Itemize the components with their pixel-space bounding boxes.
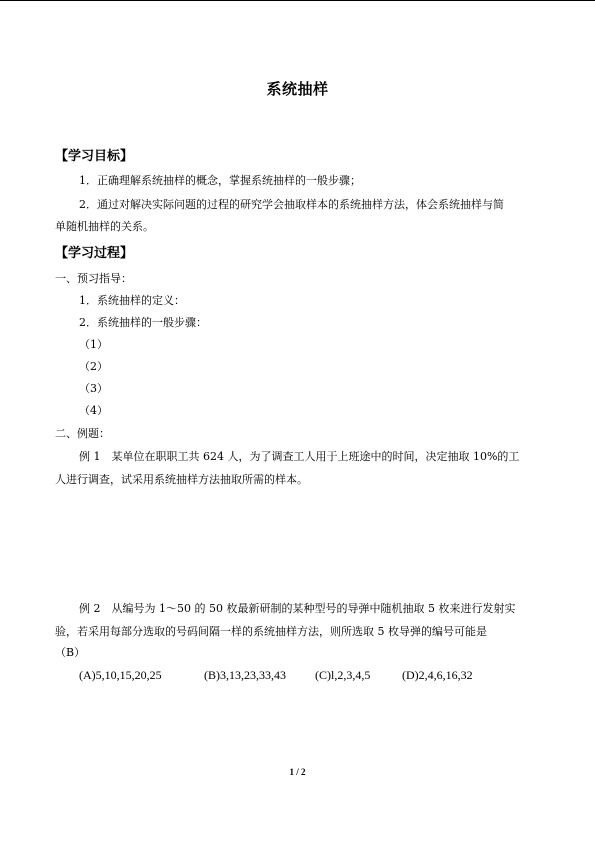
example-1-line-2: 人进行调查，试采用系统抽样方法抽取所需的样本。 [55, 473, 308, 486]
example-2-line-1: 例 2 从编号为 1～50 的 50 枚最新研制的某种型号的导弹中随机抽取 5 枚来进行发射实 [79, 602, 516, 615]
preview-item-definition: 1．系统抽样的定义： [79, 294, 185, 307]
step-4: （4） [79, 404, 108, 417]
top-border-line [0, 0, 595, 1]
process-heading: 【学习过程】 [55, 246, 134, 261]
step-1: （1） [79, 338, 108, 351]
example-1-line-1: 例 1 某单位在职职工共 624 人，为了调查工人用于上班途中的时间，决定抽取 10%的工 [79, 450, 520, 463]
preview-heading: 一、预习指导： [55, 272, 132, 285]
preview-item-steps: 2．系统抽样的一般步骤： [79, 316, 207, 329]
objectives-heading: 【学习目标】 [55, 149, 134, 164]
objective-item-1: 1．正确理解系统抽样的概念，掌握系统抽样的一般步骤； [79, 174, 361, 187]
option-a: (A)5,10,15,20,25 [79, 668, 162, 682]
example-2-line-2: 验，若采用每部分选取的号码间隔一样的系统抽样方法，则所选取 5 枚导弹的编号可能是 [55, 625, 487, 638]
example-2-answer: （B） [55, 646, 86, 659]
page-title: 系统抽样 [266, 80, 329, 98]
option-c: (C)l,2,3,4,5 [315, 668, 371, 682]
example-2-options [79, 668, 559, 684]
examples-heading: 二、例题： [55, 427, 110, 440]
objective-item-2: 2．通过对解决实际问题的过程的研究学会抽取样本的系统抽样方法，体会系统抽样与简 [79, 198, 504, 211]
option-d: (D)2,4,6,16,32 [402, 668, 473, 682]
page-number: 1 / 2 [289, 767, 306, 777]
option-b: (B)3,13,23,33,43 [204, 668, 286, 682]
step-3: （3） [79, 382, 108, 395]
step-2: （2） [79, 360, 108, 373]
objective-item-2-continued: 单随机抽样的关系。 [55, 220, 154, 233]
